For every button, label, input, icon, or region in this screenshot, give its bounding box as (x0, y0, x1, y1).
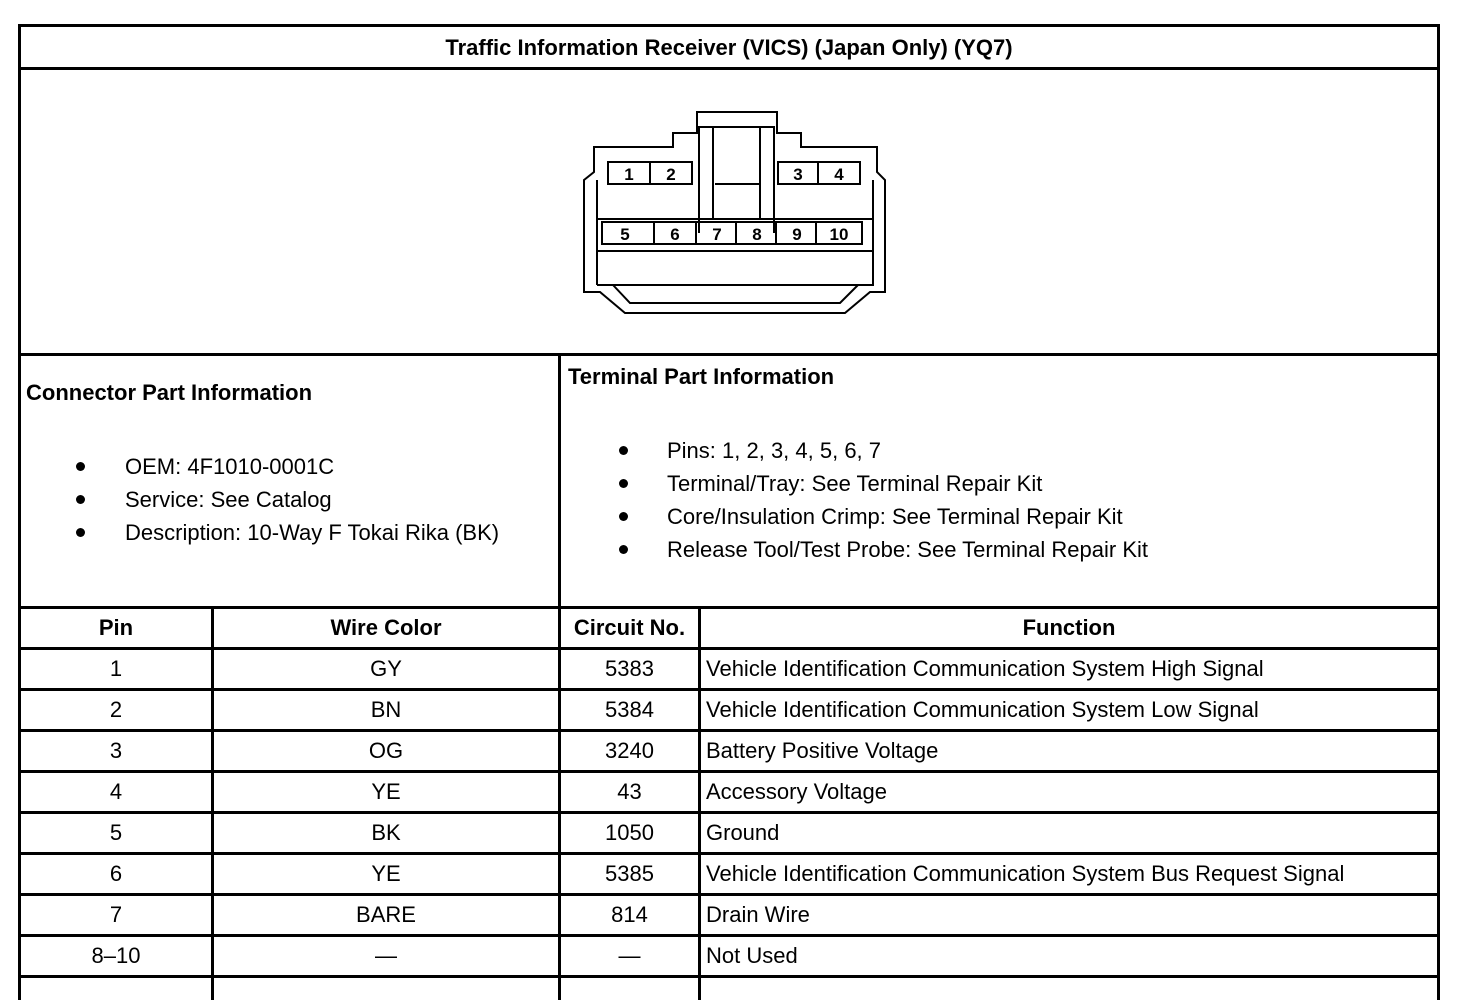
header-pin: Pin (98, 615, 134, 640)
header-circuit-no: Circuit No. (573, 615, 686, 640)
info-divider (558, 353, 561, 608)
cell-circuit: 43 (617, 779, 642, 804)
cell-wire-color: BN (370, 697, 402, 722)
cell-circuit: 5384 (605, 697, 654, 722)
latch-outer (699, 127, 774, 233)
pin-label: 5 (620, 225, 630, 244)
pin-label: 1 (624, 165, 634, 184)
cell-pin: 3 (109, 738, 123, 763)
cell-wire-color: BK (371, 820, 401, 845)
cell-circuit: 3240 (605, 738, 654, 763)
bullet-icon (619, 479, 628, 488)
row-line (18, 975, 1440, 978)
pin-label: 2 (666, 165, 676, 184)
connector-info-heading: Connector Part Information (26, 380, 313, 405)
cell-wire-color: — (375, 943, 397, 968)
pin-label: 3 (793, 165, 803, 184)
terminal-info-heading: Terminal Part Information (568, 364, 835, 389)
cell-pin: 6 (109, 861, 123, 886)
pin-label: 7 (712, 225, 722, 244)
cell-pin: 5 (109, 820, 123, 845)
pin-label: 9 (792, 225, 802, 244)
housing-lip (613, 285, 858, 303)
cell-wire-color: GY (370, 656, 402, 681)
cell-wire-color: BARE (356, 902, 416, 927)
cell-circuit: 814 (611, 902, 648, 927)
header-wire-color: Wire Color (330, 615, 442, 640)
cell-function: Vehicle Identification Communication System Bus Request Signal (706, 861, 1345, 886)
cell-wire-color: YE (371, 779, 401, 804)
cell-wire-color: OG (368, 738, 404, 763)
cell-function: Vehicle Identification Communication System Low Signal (706, 697, 1259, 722)
bullet-icon (619, 512, 628, 521)
bullet-icon (619, 446, 628, 455)
cell-function: Accessory Voltage (706, 779, 887, 804)
bullet-icon (76, 462, 85, 471)
bullet-icon (76, 528, 85, 537)
cell-function: Vehicle Identification Communication System High Signal (706, 656, 1264, 681)
col-divider (698, 606, 701, 1000)
pin-label: 6 (670, 225, 680, 244)
cell-function: Not Used (706, 943, 798, 968)
cell-function: Ground (706, 820, 780, 845)
cell-pin: 7 (109, 902, 123, 927)
document-title: Traffic Information Receiver (VICS) (Japan Only) (YQ7) (445, 35, 1013, 60)
cell-wire-color: YE (371, 861, 401, 886)
pin-label: 4 (834, 165, 844, 184)
header-function: Function (1022, 615, 1116, 640)
pin-label: 8 (752, 225, 762, 244)
cell-circuit: 1050 (605, 820, 654, 845)
connector-face-diagram (580, 105, 890, 320)
cell-circuit: — (618, 943, 641, 968)
cell-function: Drain Wire (706, 902, 810, 927)
bullet-icon (76, 495, 85, 504)
cell-pin: 4 (109, 779, 123, 804)
pin-label: 10 (829, 225, 849, 244)
housing-outline (584, 112, 885, 313)
cell-pin: 8–10 (91, 943, 141, 968)
cell-circuit: 5385 (605, 861, 654, 886)
bullet-icon (619, 545, 628, 554)
diagram-divider (18, 353, 1440, 356)
cell-circuit: 5383 (605, 656, 654, 681)
cell-pin: 1 (109, 656, 123, 681)
cell-pin: 2 (109, 697, 123, 722)
cell-function: Battery Positive Voltage (706, 738, 939, 763)
